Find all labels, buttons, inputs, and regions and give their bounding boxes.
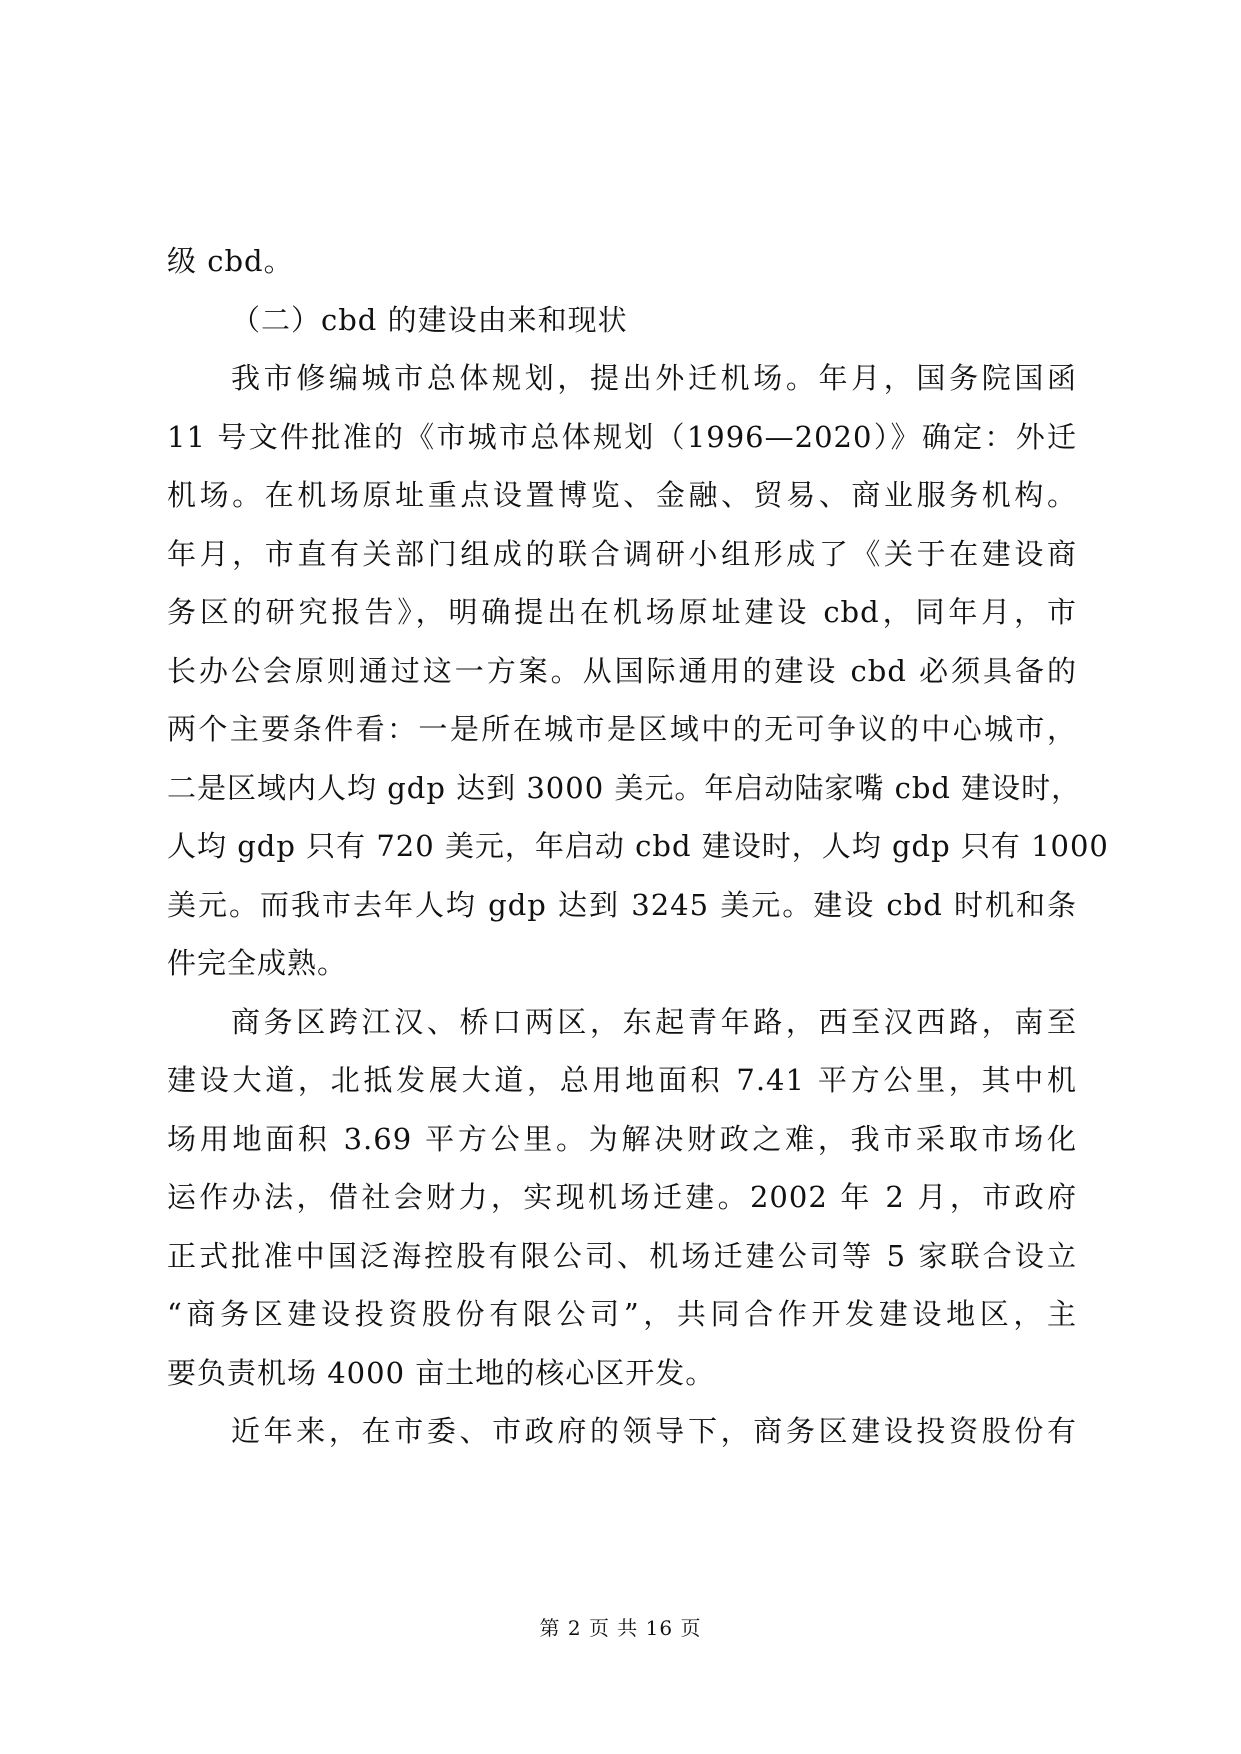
text-line: 机场。在机场原址重点设置博览、金融、贸易、商业服务机构。 — [167, 478, 1077, 512]
text-line: 务区的研究报告》，明确提出在机场原址建设 cbd，同年月，市 — [167, 595, 1077, 629]
text-line: 件完全成熟。 — [167, 946, 348, 980]
text-line: “商务区建设投资股份有限公司”，共同合作开发建设地区，主 — [167, 1297, 1077, 1331]
text-line: 两个主要条件看：一是所在城市是区域中的无可争议的中心城市， — [167, 712, 1077, 746]
text-line: 运作办法，借社会财力，实现机场迁建。2002 年 2 月，市政府 — [167, 1180, 1077, 1214]
text-line: 正式批准中国泛海控股有限公司、机场迁建公司等 5 家联合设立 — [167, 1238, 1077, 1273]
text-line: 长办公会原则通过这一方案。从国际通用的建设 cbd 必须具备的 — [167, 653, 1077, 688]
text-line: 年月，市直有关部门组成的联合调研小组形成了《关于在建设商 — [167, 536, 1077, 571]
page-number-footer: 第 2 页 共 16 页 — [539, 1616, 702, 1640]
text-line: 11 号文件批准的《市城市总体规划（1996—2020）》确定：外迁 — [167, 419, 1077, 454]
text-line: 美元。而我市去年人均 gdp 达到 3245 美元。建设 cbd 时机和条 — [167, 887, 1077, 922]
text-line: 近年来，在市委、市政府的领导下，商务区建设投资股份有 — [231, 1414, 1077, 1448]
text-line: 场用地面积 3.69 平方公里。为解决财政之难，我市采取市场化 — [167, 1121, 1077, 1156]
text-line: 建设大道，北抵发展大道，总用地面积 7.41 平方公里，其中机 — [167, 1063, 1077, 1097]
text-line: 要负责机场 4000 亩土地的核心区开发。 — [167, 1355, 716, 1390]
text-line: 二是区域内人均 gdp 达到 3000 美元。年启动陆家嘴 cbd 建设时， — [167, 770, 1082, 805]
section-heading: （二）cbd 的建设由来和现状 — [231, 302, 628, 337]
text-line: 级 cbd。 — [167, 244, 294, 278]
document-body — [167, 232, 1109, 1461]
text-line: 人均 gdp 只有 720 美元，年启动 cbd 建设时，人均 gdp 只有 1000 — [167, 829, 1109, 863]
text-line: 商务区跨江汉、桥口两区，东起青年路，西至汉西路，南至 — [231, 1004, 1077, 1039]
text-line: 我市修编城市总体规划，提出外迁机场。年月，国务院国函 — [231, 361, 1077, 395]
